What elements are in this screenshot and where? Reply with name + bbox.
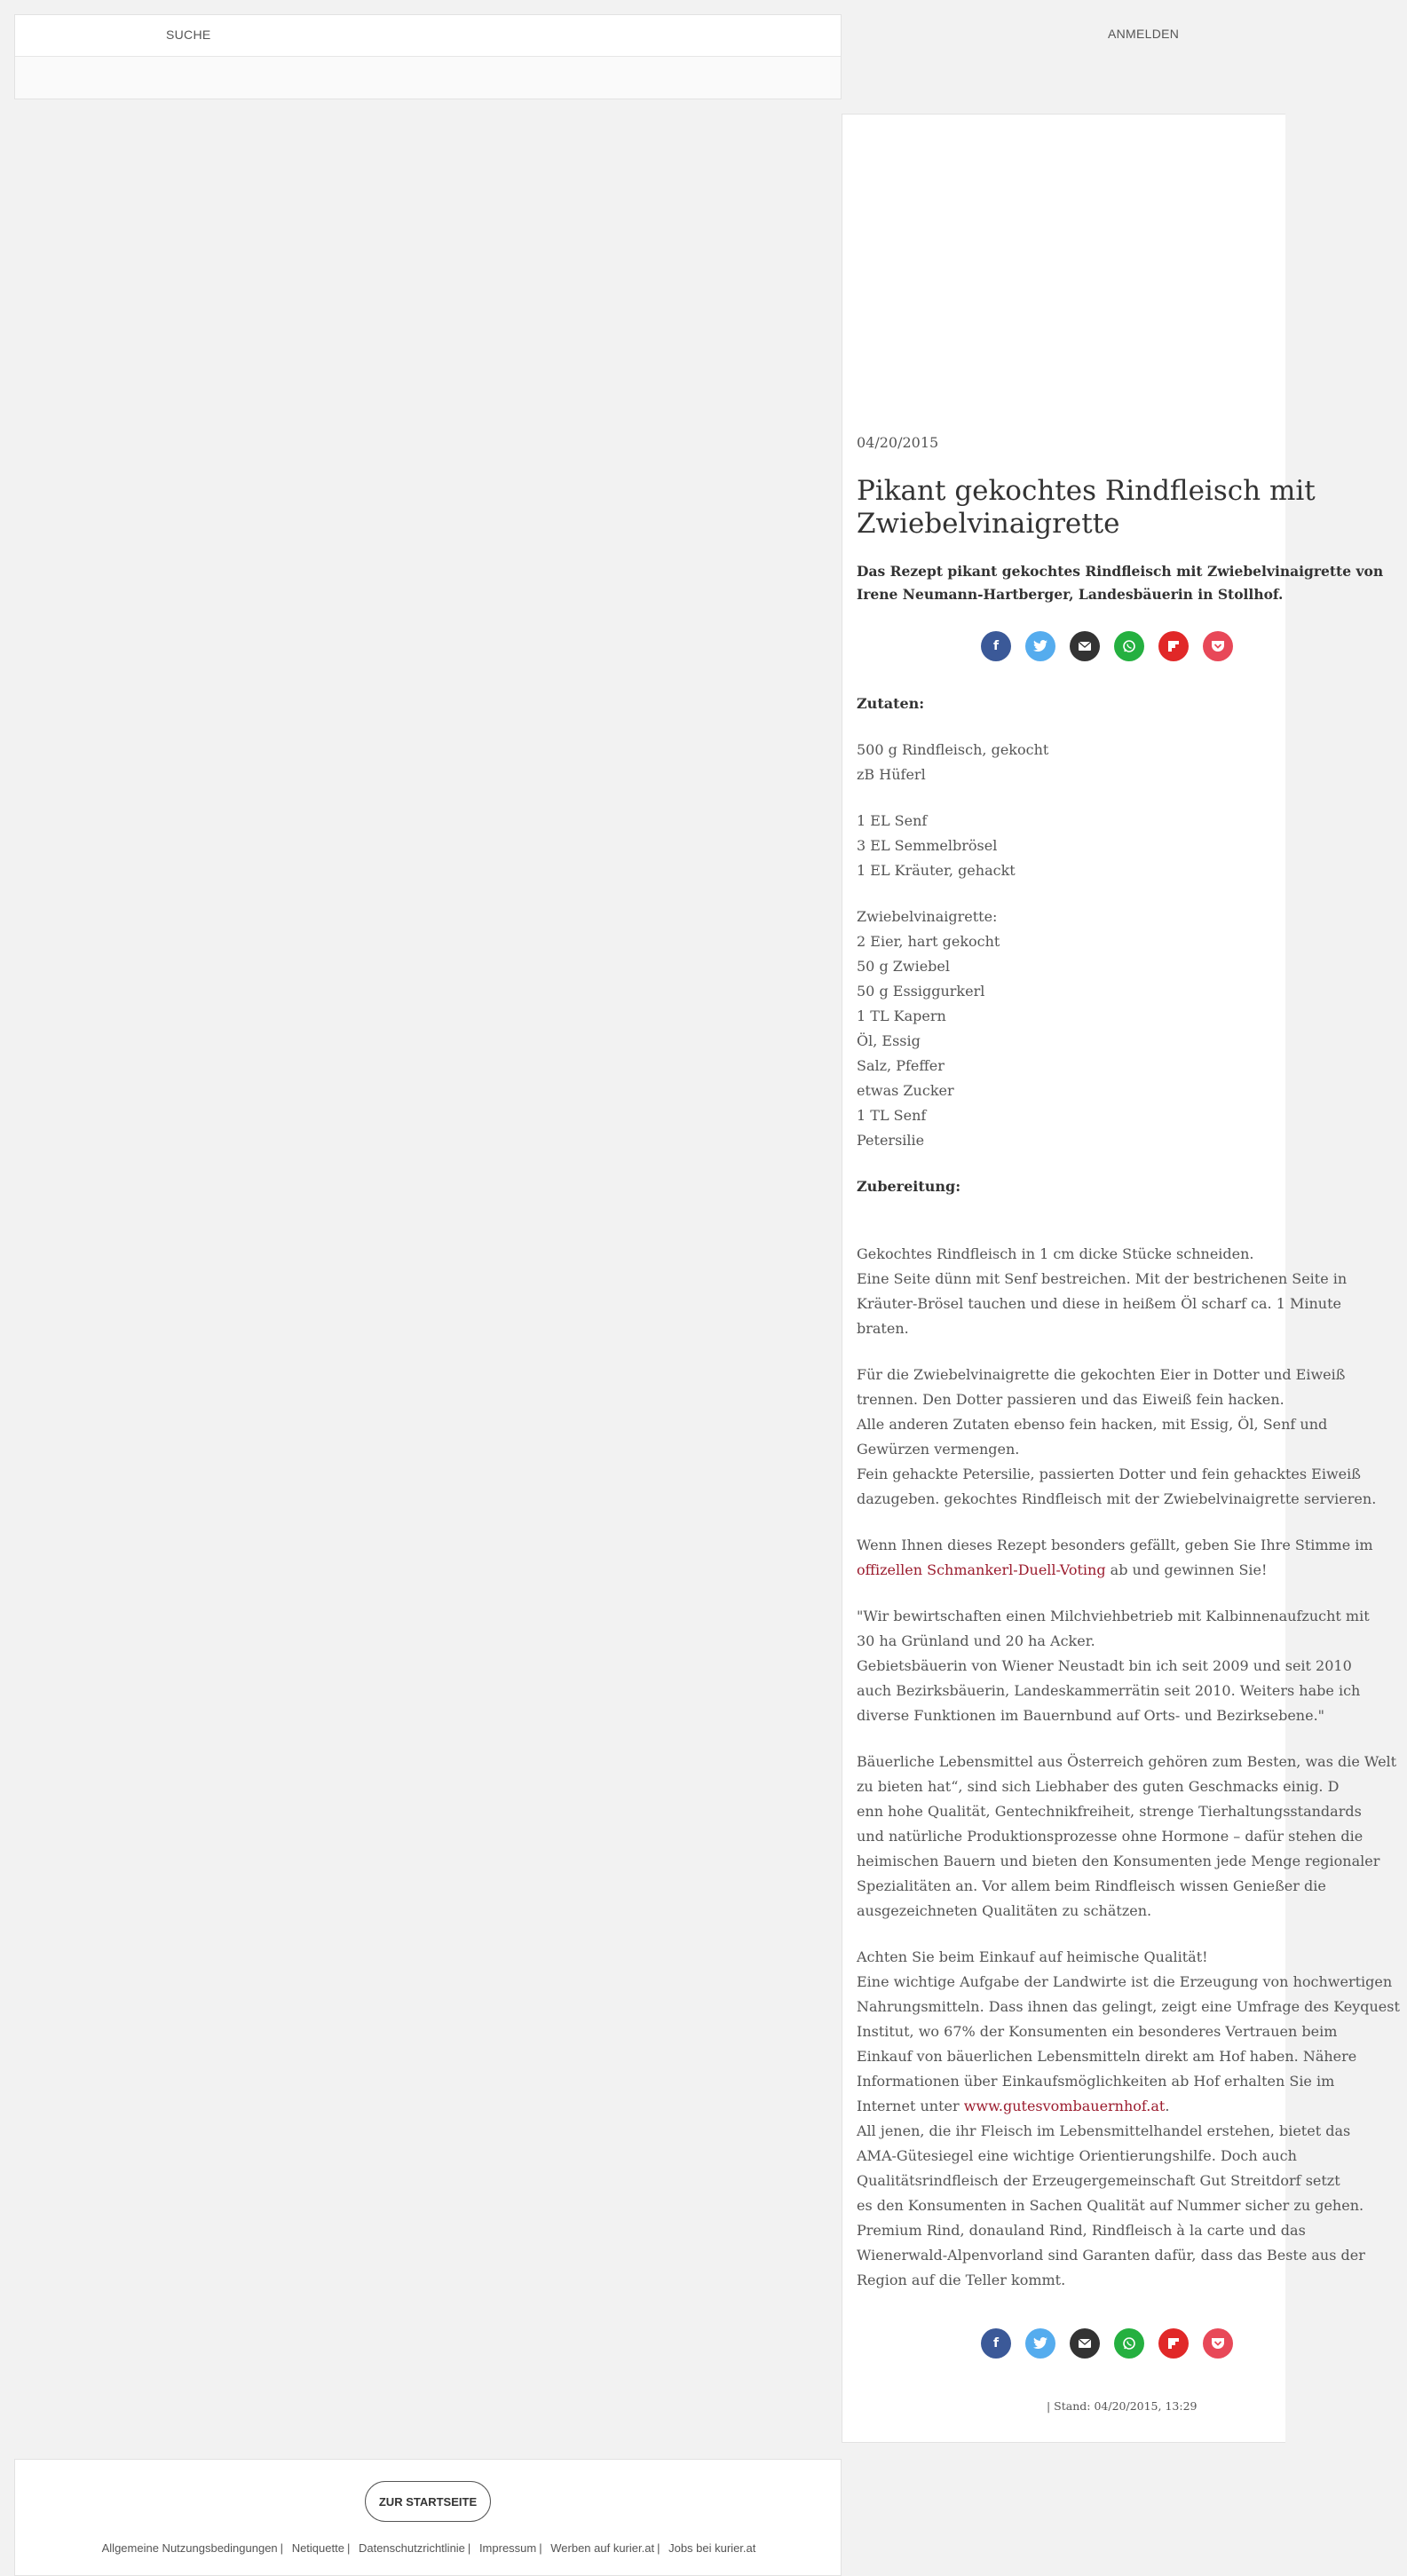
prep-line: Fein gehackte Petersilie, passierten Dotter und fein gehacktes Eiweiß bbox=[857, 1466, 1361, 1482]
buy-line: Qualitätsrindfleisch der Erzeugergemeinschaft Gut Streitdorf setzt bbox=[857, 2172, 1340, 2189]
prep-line: Eine Seite dünn mit Senf bestreichen. Mit der bestrichenen Seite in bbox=[857, 1270, 1348, 1287]
quality-line: Bäuerliche Lebensmittel aus Österreich gehören zum Besten, was die Welt bbox=[857, 1753, 1397, 1770]
ingredient-line: 2 Eier, hart gekocht bbox=[857, 933, 1000, 950]
search-button[interactable]: SUCHE bbox=[166, 28, 211, 42]
mail-icon[interactable] bbox=[1070, 2328, 1100, 2359]
voting-line-2: offizellen Schmankerl-Duell-Voting ab und gewinnen Sie! bbox=[857, 1561, 1268, 1578]
ingredient-line: 500 g Rindfleisch, gekocht bbox=[857, 741, 1049, 758]
prep-line: Alle anderen Zutaten ebenso fein hacken, mit Essig, Öl, Senf und bbox=[857, 1416, 1328, 1433]
buy-line: Einkauf von bäuerlichen Lebensmitteln direkt am Hof haben. Nähere bbox=[857, 2048, 1357, 2065]
quality-line: heimischen Bauern und bieten den Konsumenten jede Menge regionaler bbox=[857, 1853, 1380, 1869]
footer-link-terms[interactable]: Allgemeine Nutzungsbedingungen bbox=[101, 2541, 278, 2555]
prep-line: Kräuter-Brösel tauchen und diese in heißem Öl scharf ca. 1 Minute bbox=[857, 1295, 1341, 1312]
gutesvombauernhof-link[interactable]: www.gutesvombauernhof.at bbox=[963, 2098, 1166, 2114]
quote-line: Gebietsbäuerin von Wiener Neustadt bin ich seit 2009 und seit 2010 bbox=[857, 1657, 1352, 1674]
ingredient-line: 3 EL Semmelbrösel bbox=[857, 837, 998, 854]
quality-line: Spezialitäten an. Vor allem beim Rindfleisch wissen Genießer die bbox=[857, 1877, 1326, 1894]
article-date: 04/20/2015 bbox=[857, 434, 939, 451]
footer-links: Allgemeine Nutzungsbedingungen | Netiquette | Datenschutzrichtlinie | Impressum | Werben auf kurier.at | Jobs bei kurier.at bbox=[101, 2541, 756, 2555]
buy-line: Informationen über Einkaufsmöglichkeiten ab Hof erhalten Sie im bbox=[857, 2073, 1335, 2090]
buy-line: Achten Sie beim Einkauf auf heimische Qualität! bbox=[857, 1948, 1208, 1965]
quality-line: zu bieten hat“, sind sich Liebhaber des guten Geschmacks einig. D bbox=[857, 1778, 1340, 1795]
ingredient-line: etwas Zucker bbox=[857, 1082, 954, 1099]
article-lead: Das Rezept pikant gekochtes Rindfleisch mit Zwiebelvinaigrette von Irene Neumann-Hartberger, Landesbäuerin in Stollhof. bbox=[857, 563, 1384, 603]
buy-line: Premium Rind, donauland Rind, Rindfleisch à la carte und das bbox=[857, 2222, 1306, 2239]
quote-line: "Wir bewirtschaften einen Milchviehbetrieb mit Kalbinnenaufzucht mit bbox=[857, 1608, 1370, 1624]
voting-line: Wenn Ihnen dieses Rezept besonders gefällt, geben Sie Ihre Stimme im bbox=[857, 1537, 1373, 1553]
whatsapp-icon[interactable] bbox=[1114, 631, 1144, 661]
article-body bbox=[857, 691, 1407, 2293]
twitter-icon[interactable] bbox=[1025, 2328, 1055, 2359]
share-bar-bottom bbox=[981, 2328, 1233, 2359]
article-title: Pikant gekochtes Rindfleisch mit Zwiebelvinaigrette bbox=[857, 475, 1316, 540]
pocket-icon[interactable] bbox=[1203, 631, 1233, 661]
quote-line: auch Bezirksbäuerin, Landeskammerrätin seit 2010. Weiters habe ich bbox=[857, 1682, 1361, 1699]
facebook-icon[interactable]: f bbox=[981, 2328, 1011, 2359]
ingredient-line: 1 TL Kapern bbox=[857, 1007, 946, 1024]
quote-line: diverse Funktionen im Bauernbund auf Orts- und Bezirksebene." bbox=[857, 1707, 1325, 1724]
footer bbox=[14, 2459, 842, 2576]
quality-line: und natürliche Produktionsprozesse ohne Hormone – dafür stehen die bbox=[857, 1828, 1364, 1845]
article-timestamp: | Stand: 04/20/2015, 13:29 bbox=[1047, 2399, 1198, 2413]
ingredient-line: 50 g Essiggurkerl bbox=[857, 983, 985, 1000]
ingredients-heading: Zutaten: bbox=[857, 695, 925, 712]
mail-icon[interactable] bbox=[1070, 631, 1100, 661]
ingredient-line: 1 EL Senf bbox=[857, 812, 928, 829]
buy-line: Nahrungsmitteln. Dass ihnen das gelingt, zeigt eine Umfrage des Keyquest bbox=[857, 1998, 1400, 2015]
top-bar-row bbox=[15, 15, 841, 57]
prep-line: braten. bbox=[857, 1320, 909, 1337]
home-button[interactable]: ZUR STARTSEITE bbox=[365, 2481, 491, 2522]
footer-link-jobs[interactable]: Jobs bei kurier.at bbox=[668, 2541, 756, 2555]
prep-line: Für die Zwiebelvinaigrette die gekochten Eier in Dotter und Eiweiß bbox=[857, 1366, 1346, 1383]
internet-line: Internet unter www.gutesvombauernhof.at. bbox=[857, 2098, 1170, 2114]
quality-line: ausgezeichneten Qualitäten zu schätzen. bbox=[857, 1902, 1152, 1919]
buy-line: Institut, wo 67% der Konsumenten ein besonderes Vertrauen beim bbox=[857, 2023, 1338, 2040]
ingredient-line: 1 EL Kräuter, gehackt bbox=[857, 862, 1016, 879]
buy-line: All jenen, die ihr Fleisch im Lebensmittelhandel erstehen, bietet das bbox=[857, 2122, 1351, 2139]
footer-link-netiquette[interactable]: Netiquette bbox=[291, 2541, 344, 2555]
facebook-icon[interactable]: f bbox=[981, 631, 1011, 661]
top-bar bbox=[14, 14, 842, 99]
pocket-icon[interactable] bbox=[1203, 2328, 1233, 2359]
footer-link-privacy[interactable]: Datenschutzrichtlinie bbox=[358, 2541, 465, 2555]
whatsapp-icon[interactable] bbox=[1114, 2328, 1144, 2359]
prep-line: trennen. Den Dotter passieren und das Eiweiß fein hacken. bbox=[857, 1391, 1284, 1408]
flipboard-icon[interactable] bbox=[1158, 2328, 1189, 2359]
flipboard-icon[interactable] bbox=[1158, 631, 1189, 661]
footer-link-imprint[interactable]: Impressum bbox=[478, 2541, 537, 2555]
quote-line: 30 ha Grünland und 20 ha Acker. bbox=[857, 1632, 1095, 1649]
ingredient-line: Petersilie bbox=[857, 1132, 925, 1149]
buy-line: es den Konsumenten in Sachen Qualität auf Nummer sicher zu gehen. bbox=[857, 2197, 1364, 2214]
ingredient-line: Salz, Pfeffer bbox=[857, 1057, 945, 1074]
article-card bbox=[842, 114, 1400, 2443]
preparation-heading: Zubereitung: bbox=[857, 1178, 961, 1195]
buy-line: Region auf die Teller kommt. bbox=[857, 2272, 1066, 2288]
login-button[interactable]: ANMELDEN bbox=[1108, 27, 1180, 41]
ingredient-line: Öl, Essig bbox=[857, 1032, 921, 1049]
quality-line: enn hohe Qualität, Gentechnikfreiheit, strenge Tierhaltungsstandards bbox=[857, 1803, 1362, 1820]
ingredient-line: zB Hüferl bbox=[857, 766, 926, 783]
prep-line: Gekochtes Rindfleisch in 1 cm dicke Stücke schneiden. bbox=[857, 1245, 1254, 1262]
prep-line: Gewürzen vermengen. bbox=[857, 1441, 1020, 1458]
twitter-icon[interactable] bbox=[1025, 631, 1055, 661]
voting-link[interactable]: offizellen Schmankerl-Duell-Voting bbox=[857, 1561, 1106, 1578]
footer-link-advertise[interactable]: Werben auf kurier.at bbox=[550, 2541, 655, 2555]
ingredient-line: Zwiebelvinaigrette: bbox=[857, 908, 998, 925]
share-bar-top bbox=[981, 631, 1233, 661]
ingredient-line: 1 TL Senf bbox=[857, 1107, 927, 1124]
buy-line: AMA-Gütesiegel eine wichtige Orientierungshilfe. Doch auch bbox=[857, 2147, 1297, 2164]
ingredient-line: 50 g Zwiebel bbox=[857, 958, 950, 975]
prep-line: dazugeben. gekochtes Rindfleisch mit der Zwiebelvinaigrette servieren. bbox=[857, 1490, 1377, 1507]
top-bar-subrow bbox=[15, 57, 841, 99]
buy-line: Eine wichtige Aufgabe der Landwirte ist die Erzeugung von hochwertigen bbox=[857, 1973, 1393, 1990]
buy-line: Wienerwald-Alpenvorland sind Garanten dafür, dass das Beste aus der bbox=[857, 2247, 1365, 2264]
